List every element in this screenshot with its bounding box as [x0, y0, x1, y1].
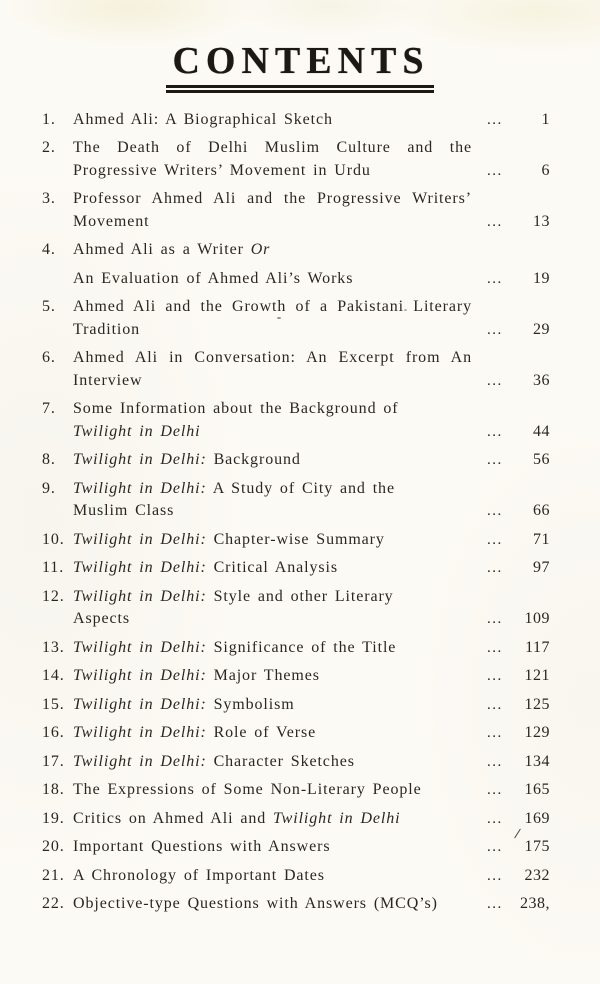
entry-title — [73, 529, 472, 552]
entry-title-line — [73, 694, 472, 717]
dots-leader: ... — [487, 639, 503, 656]
title-segment: Critics on Ahmed Ali and — [73, 809, 274, 827]
entry-page-number: 238, — [520, 895, 550, 913]
title-segment: A Study of City and the — [206, 479, 395, 497]
title-segment: An Evaluation of Ahmed Ali’s Works — [73, 269, 354, 287]
title-segment: Objective-type Questions with Answers (MCQ’s) — [73, 895, 438, 913]
title-segment: The Expressions of Some Non-Literary People — [73, 781, 422, 799]
entry-number: 19. — [42, 809, 65, 827]
toc-list — [42, 109, 550, 916]
entry-number: 16. — [42, 724, 65, 742]
title-segment: Interview — [73, 371, 143, 389]
entry-title-line — [73, 751, 472, 774]
title-segment: A Chronology of Important Dates — [73, 866, 325, 884]
entry-number: 18. — [42, 781, 65, 799]
entry-title-line — [73, 296, 472, 319]
entry-title-line — [73, 637, 472, 660]
entry-title — [73, 665, 472, 688]
entry-number: 20. — [42, 838, 65, 856]
dots-leader: ... — [487, 782, 503, 799]
dots-leader: ... — [487, 531, 503, 548]
entry-title — [73, 751, 472, 774]
toc-entry — [42, 188, 550, 233]
title-segment-italic: Twilight in Delhi — [73, 422, 201, 440]
title-segment-italic: Twilight in Delhi: — [73, 479, 207, 497]
dots-leader: ... — [487, 111, 503, 128]
title-segment-italic: Twilight in Delhi: — [73, 667, 207, 685]
toc-entry — [42, 347, 550, 392]
toc-entry — [42, 239, 550, 290]
entry-title-line — [73, 421, 472, 444]
toc-entry — [42, 478, 550, 523]
entry-number: 21. — [42, 866, 65, 884]
entry-title — [73, 398, 472, 443]
title-segment: Chapter-wise Summary — [206, 530, 385, 548]
title-segment: Progressive Writers’ Movement in Urdu — [73, 161, 371, 179]
title-segment: Movement — [73, 212, 150, 230]
entry-title — [73, 808, 472, 831]
entry-page-number: 6 — [541, 161, 550, 179]
title-segment: Professor Ahmed Ali and the Progressive Writers’ — [73, 190, 472, 208]
toc-entry — [42, 779, 550, 802]
entry-number: 1. — [42, 110, 56, 128]
dots-leader: ... — [487, 611, 503, 628]
title-segment: Ahmed Ali and the Growth of a Pakistani Literary — [73, 298, 472, 316]
entry-number: 7. — [42, 400, 56, 418]
entry-number: 5. — [42, 298, 56, 316]
entry-title-line — [73, 808, 472, 831]
entry-number: 13. — [42, 638, 65, 656]
dots-leader: ... — [487, 503, 503, 520]
entry-page-number: 44 — [533, 422, 550, 440]
entry-title-line — [73, 557, 472, 580]
entry-page-number: 165 — [524, 781, 550, 799]
entry-title — [73, 137, 472, 182]
entry-page-number: 125 — [524, 695, 550, 713]
entry-title-line — [73, 586, 472, 609]
entry-number: 22. — [42, 895, 65, 913]
entry-title-line — [73, 239, 472, 262]
entry-title — [73, 478, 472, 523]
toc-entry — [42, 109, 550, 132]
dots-leader: ... — [487, 560, 503, 577]
entry-title-line — [73, 865, 472, 888]
entry-page-number: 169 — [524, 809, 550, 827]
entry-title-line — [73, 319, 472, 342]
entry-title-line — [73, 529, 472, 552]
title-segment-italic: Twilight in Delhi: — [73, 752, 207, 770]
entry-title — [73, 586, 472, 631]
title-segment: Some Information about the Background of — [73, 400, 399, 418]
title-segment-italic: Twilight in Delhi: — [73, 559, 207, 577]
entry-number: 4. — [42, 241, 56, 259]
title-segment: Critical Analysis — [206, 559, 338, 577]
entry-title-line — [73, 370, 472, 393]
title-segment: Style and other Literary — [206, 587, 394, 605]
title-segment: The Death of Delhi Muslim Culture and the — [73, 139, 472, 157]
entry-title-line — [73, 347, 472, 370]
entry-title — [73, 109, 472, 132]
title-segment: Character Sketches — [206, 752, 355, 770]
entry-number: 14. — [42, 667, 65, 685]
toc-entry — [42, 637, 550, 660]
dots-leader: ... — [487, 725, 503, 742]
entry-number: 10. — [42, 530, 65, 548]
entry-title-line — [73, 160, 472, 183]
entry-page-number: 232 — [524, 866, 550, 884]
dots-leader: ... — [487, 452, 503, 469]
dots-leader: ... — [487, 753, 503, 770]
toc-entry — [42, 722, 550, 745]
title-segment: Tradition — [73, 320, 141, 338]
entry-title-line — [73, 211, 472, 234]
dots-leader: ... — [487, 896, 503, 913]
entry-title — [73, 449, 472, 472]
entry-title-line — [73, 893, 472, 916]
entry-page-number: 29 — [533, 320, 550, 338]
title-segment: Muslim Class — [73, 502, 175, 520]
toc-entry — [42, 529, 550, 552]
entry-number: 12. — [42, 587, 65, 605]
entry-page-number: 19 — [533, 269, 550, 287]
entry-page-number: 13 — [533, 212, 550, 230]
entry-page-number: 109 — [524, 610, 550, 628]
entry-page-number: 129 — [524, 724, 550, 742]
title-segment-italic: Twilight in Delhi: — [73, 587, 207, 605]
entry-title-line — [73, 268, 472, 291]
dots-leader: ... — [487, 668, 503, 685]
entry-number: 17. — [42, 752, 65, 770]
title-segment: Important Questions with Answers — [73, 838, 331, 856]
title-segment: Aspects — [73, 610, 130, 628]
entry-title — [73, 557, 472, 580]
title-segment: Background — [206, 451, 301, 469]
entry-page-number: 1 — [541, 110, 550, 128]
title-segment: Symbolism — [206, 695, 295, 713]
entry-title-line — [73, 449, 472, 472]
title-segment: Ahmed Ali: A Biographical Sketch — [73, 110, 333, 128]
dots-leader: ... — [487, 162, 503, 179]
toc-entry — [42, 665, 550, 688]
title-segment-italic: Twilight in Delhi: — [73, 724, 207, 742]
page-title: CONTENTS — [166, 42, 433, 93]
entry-title-line — [73, 188, 472, 211]
toc-entry — [42, 586, 550, 631]
toc-entry — [42, 893, 550, 916]
entry-title — [73, 779, 472, 802]
scan-artifact-dot — [277, 317, 281, 319]
dots-leader: ... — [487, 270, 503, 287]
entry-title-line — [73, 779, 472, 802]
toc-entry — [42, 808, 550, 831]
title-area — [0, 0, 600, 93]
entry-page-number: 36 — [533, 371, 550, 389]
toc-entry — [42, 836, 550, 859]
entry-title — [73, 296, 472, 341]
title-segment-italic: Twilight in Delhi: — [73, 451, 207, 469]
entry-title-line — [73, 500, 472, 523]
toc-entry — [42, 865, 550, 888]
dots-leader: ... — [487, 696, 503, 713]
toc-entry — [42, 296, 550, 341]
dots-leader: ... — [487, 213, 503, 230]
entry-title-line — [73, 608, 472, 631]
entry-title-line — [73, 478, 472, 501]
entry-number: 2. — [42, 139, 56, 157]
dots-leader: ... — [487, 321, 503, 338]
entry-title — [73, 865, 472, 888]
entry-number: 6. — [42, 349, 56, 367]
title-segment: Major Themes — [206, 667, 320, 685]
toc-entry — [42, 398, 550, 443]
scan-artifact-dot — [404, 309, 407, 311]
entry-page-number: 121 — [524, 667, 550, 685]
entry-title — [73, 637, 472, 660]
entry-title-line — [73, 836, 472, 859]
entry-page-number: 117 — [525, 638, 550, 656]
entry-number: 8. — [42, 451, 56, 469]
title-segment: Ahmed Ali as a Writer — [73, 241, 251, 259]
toc-entry — [42, 751, 550, 774]
dots-leader: ... — [487, 423, 503, 440]
entry-title — [73, 347, 472, 392]
entry-title — [73, 694, 472, 717]
title-segment: Ahmed Ali in Conversation: An Excerpt from An — [73, 349, 472, 367]
entry-page-number: 134 — [524, 752, 550, 770]
title-segment-italic: Twilight in Delhi: — [73, 638, 207, 656]
entry-title — [73, 893, 472, 916]
toc-entry — [42, 694, 550, 717]
entry-title — [73, 188, 472, 233]
entry-title-line — [73, 398, 472, 421]
entry-title — [73, 722, 472, 745]
entry-page-number: 71 — [533, 530, 550, 548]
dots-leader: ... — [487, 810, 503, 827]
entry-title-line — [73, 109, 472, 132]
entry-title-line — [73, 665, 472, 688]
title-segment: Significance of the Title — [206, 638, 397, 656]
entry-page-number: 97 — [533, 559, 550, 577]
title-segment: Role of Verse — [206, 724, 317, 742]
entry-number: 9. — [42, 479, 56, 497]
dots-leader: ... — [487, 372, 503, 389]
toc-entry — [42, 557, 550, 580]
title-segment-italic: Twilight in Delhi: — [73, 695, 207, 713]
entry-page-number: 56 — [533, 451, 550, 469]
toc-entry — [42, 449, 550, 472]
entry-title — [73, 836, 472, 859]
entry-title-line — [73, 722, 472, 745]
entry-number: 15. — [42, 695, 65, 713]
entry-title — [73, 239, 472, 290]
entry-number: 11. — [42, 559, 65, 577]
title-segment-italic: Twilight in Delhi — [273, 809, 401, 827]
dots-leader: ... — [487, 867, 503, 884]
dots-leader: ... — [487, 839, 503, 856]
toc-entry — [42, 137, 550, 182]
entry-number: 3. — [42, 190, 56, 208]
title-segment-italic: Twilight in Delhi: — [73, 530, 207, 548]
entry-title-line — [73, 137, 472, 160]
entry-page-number: 66 — [533, 502, 550, 520]
entry-page-number: 175 — [524, 838, 550, 856]
title-segment-italic: Or — [250, 241, 271, 259]
